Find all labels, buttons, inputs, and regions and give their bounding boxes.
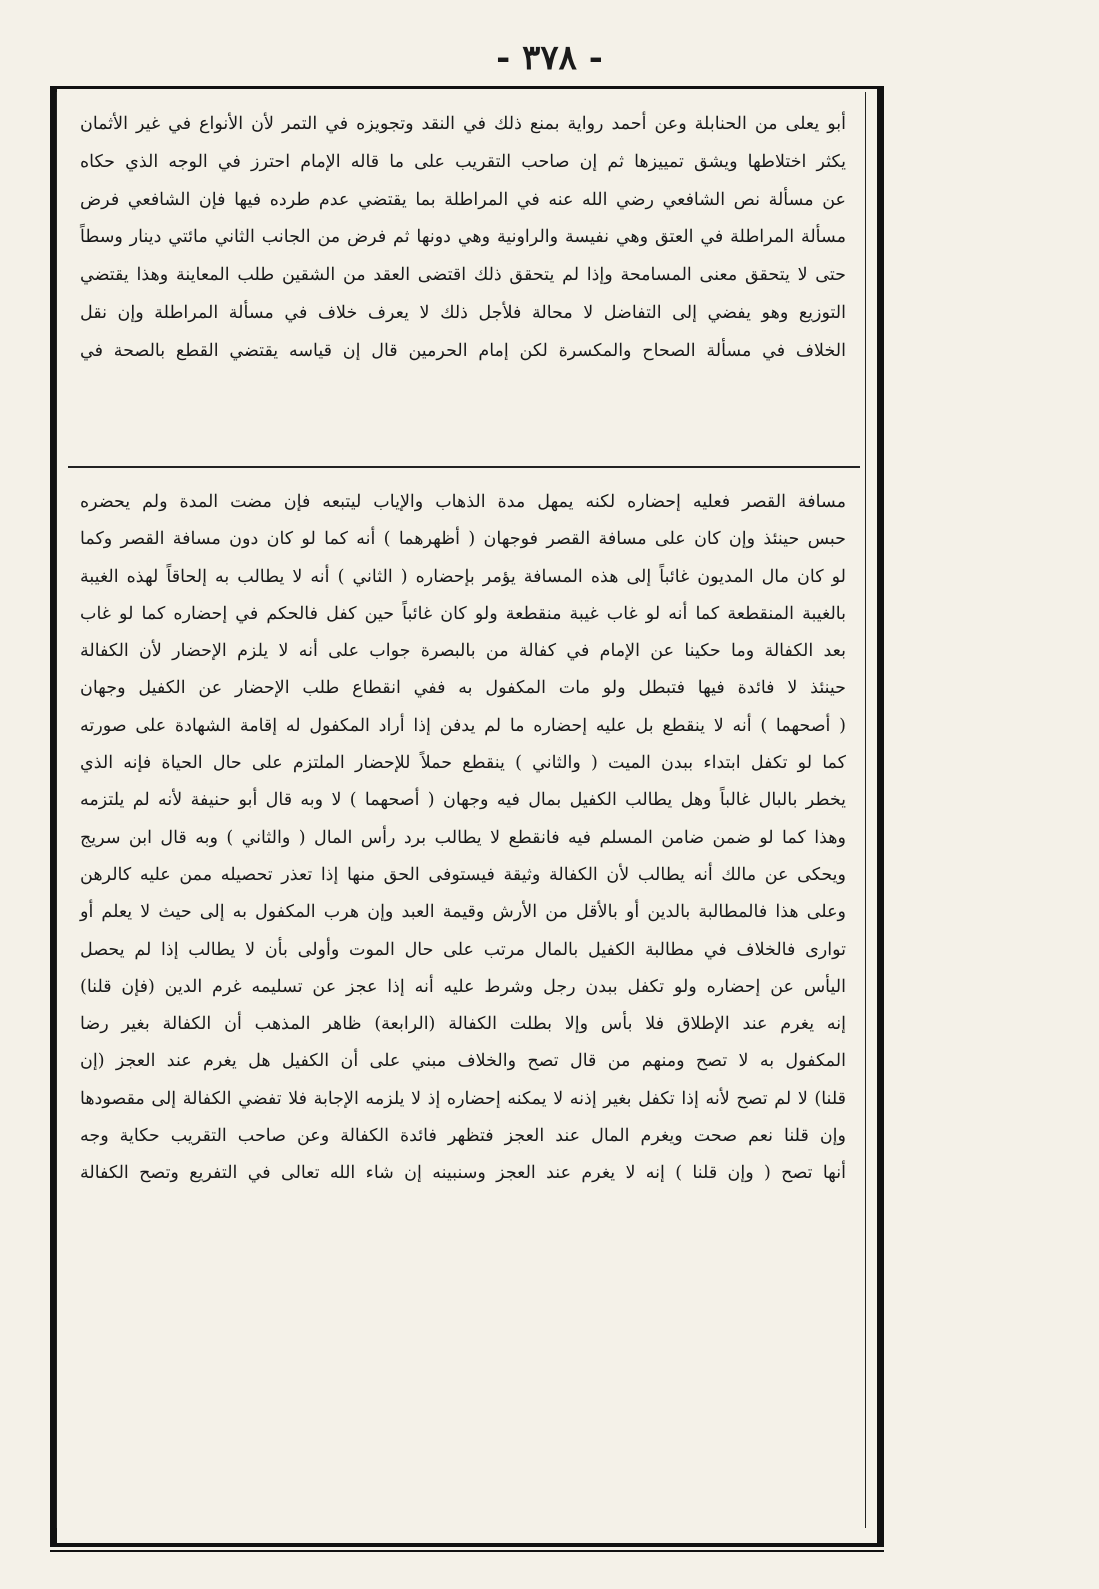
footnote-line: المكفول به لا تصح ومنهم من قال تصح والخلاف مبني على أن الكفيل هل يغرم عند العجز (إن	[80, 1051, 846, 1072]
footnote-line: يخطر بالبال غالباً وهل يطالب الكفيل بمال فيه وجهان ( أصحهما ) لا وبه قال أبو حنيفة لأنه لم يلتزمه	[80, 790, 846, 811]
bottom-rule-thin	[50, 1550, 884, 1552]
footnote-line: حينئذ لا فائدة فيها فتبطل ولو مات المكفول به ففي انقطاع طلب الإحضار عن الكفيل وجهان	[80, 678, 846, 699]
footnote-line: بالغيبة المنقطعة كما أنه لو غاب غيبة منقطعة ولو كان غائباً حين كفل فالحكم في إحضاره كما لو غاب	[80, 603, 846, 624]
footnote-line: ويحكى عن مالك أنه يطالب لأن الكفالة وثيقة فيستوفى الحق منها إذا تعذر تحصيله ممن عليه كالرهن	[80, 864, 846, 885]
main-text	[72, 106, 854, 371]
main-text-line: حتى لا يتحقق معنى المسامحة وإذا لم يتحقق ذلك اقتضى العقد من الشقين طلب المعاينة وهذا يقتضي	[80, 265, 846, 286]
footnote-text	[72, 484, 854, 1193]
footnote-line: لو كان مال المديون غائباً إلى هذه المسافة يؤمر بإحضاره ( الثاني ) أنه لا يطالب به إلحاقاً لهذه الغيبة	[80, 566, 846, 587]
footnote-line: قلنا) لا لم تصح لأنه إذا تكفل بغير إذنه لا يمكنه إحضاره إذ لا يلزمه الإجابة فلا تفضي الكفالة إلى مقصودها	[80, 1088, 846, 1109]
footnote-line: وعلى هذا فالمطالبة بالدين أو بالأقل من الأرش وقيمة العبد وإن هرب المكفول به إلى حيث لا يعلم أو	[80, 902, 846, 923]
footnote-line: بعد الكفالة وما حكينا عن الإمام في كفالة من بالبصرة جواب على أنه لا يلزم الإحضار لأن الكفالة	[80, 641, 846, 662]
footnote-line: وإن قلنا نعم صحت ويغرم المال عند العجز فتظهر فائدة الكفالة وعن صاحب التقريب حكاية وجه	[80, 1126, 846, 1147]
footnote-separator	[68, 466, 860, 468]
main-text-line: مسألة المراطلة في العتق وهي نفيسة والراونية وهي دونها ثم فرض من الجانب الثاني مائتي دينار وسطاً	[80, 227, 846, 248]
footnote-line: كما لو تكفل ابتداء ببدن الميت ( والثاني ) ينقطع حملاً للإحضار الملتزم على حال الحياة فإنه الذي	[80, 753, 846, 774]
page-number: - ٣٧٨ -	[496, 38, 603, 78]
main-text-line: عن مسألة نص الشافعي رضي الله عنه في المراطلة بما يقتضي عدم طرده فيها فإن الشافعي فرض	[80, 189, 846, 210]
main-text-line: يكثر اختلاطها ويشق تمييزها ثم إن صاحب التقريب على ما قاله الإمام احترز في الوجه الذي حكاه	[80, 151, 846, 172]
main-text-line: أبو يعلى من الحنابلة وعن أحمد رواية بمنع ذلك في النقد وتجويزه في التمر لأن الأنواع في غير الأثمان	[80, 114, 846, 134]
main-text-line: التوزيع وهو يفضي إلى التفاضل لا محالة فلأجل ذلك لا يعرف خلاف في مسألة المراطلة وإن نقل	[80, 302, 846, 323]
footnote-line: اليأس عن إحضاره ولو تكفل ببدن رجل وشرط عليه أنه إذا عجز عن تسليمه غرم الدين (فإن قلنا)	[80, 976, 846, 997]
footnote-line: حبس حينئذ وإن كان على مسافة القصر فوجهان ( أظهرهما ) أنه كما لو كان دون مسافة القصر وكما	[80, 529, 846, 550]
main-text-line: الخلاف في مسألة الصحاح والمكسرة لكن إمام الحرمين قال إن قياسه يقتضي القطع بالصحة في	[80, 340, 846, 361]
footnote-line: إنه يغرم عند الإطلاق فلا بأس وإلا بطلت الكفالة (الرابعة) ظاهر المذهب أن الكفالة بغير رضا	[80, 1014, 846, 1035]
bottom-rule	[50, 1543, 884, 1547]
footnote-line: ( أصحهما ) أنه لا ينقطع بل عليه إحضاره ما لم يدفن إذا أراد المكفول له إقامة الشهادة على صورته	[80, 715, 846, 736]
footnote-line: توارى فالخلاف في مطالبة الكفيل بالمال مرتب على حال الموت وأولى بأن لا يطالب إذا لم يحصل	[80, 939, 846, 960]
footnote-line: أنها تصح ( وإن قلنا ) إنه لا يغرم عند العجز وسنبينه إن شاء الله تعالى في التفريع وتصح الكفالة	[80, 1163, 846, 1184]
footnote-line: مسافة القصر فعليه إحضاره لكنه يمهل مدة الذهاب والإياب ليتبعه فإن مضت المدة ولم يحضره	[80, 492, 846, 512]
footnote-line: وهذا كما لو ضمن ضامن المسلم فيه فانقطع لا يطالب برد رأس المال ( والثاني ) وبه قال ابن سريج	[80, 827, 846, 848]
